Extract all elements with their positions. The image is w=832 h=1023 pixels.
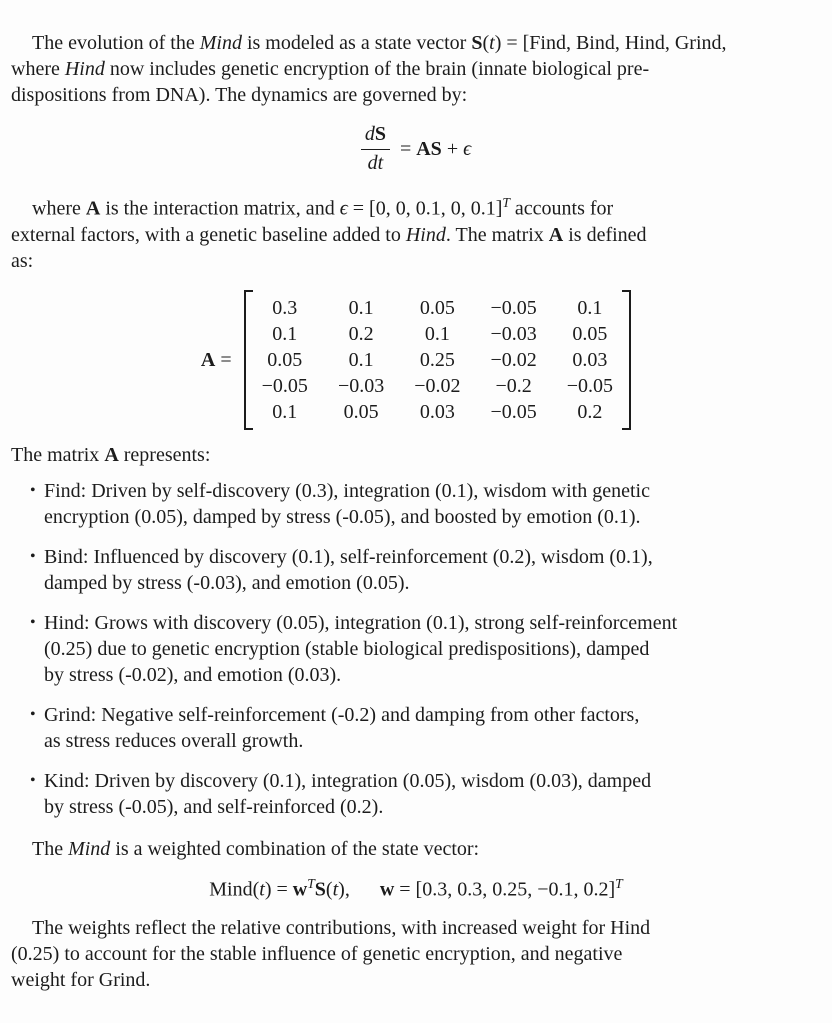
text-run: (	[325, 878, 333, 901]
matrix-cell: −0.05	[490, 400, 537, 423]
text-run: t	[332, 878, 339, 901]
text-line: (0.25) due to genetic encryption (stable biological predispositions), damped	[44, 637, 650, 660]
text-run: is a weighted combination of the state vector:	[110, 837, 480, 860]
paragraph-matrix-setup	[11, 190, 821, 274]
text-run: Hind	[64, 58, 105, 80]
text-run: A	[548, 223, 564, 246]
text-line	[11, 248, 821, 274]
text-line: weight for Grind.	[11, 969, 151, 992]
text-run: A	[85, 197, 101, 220]
matrix-cell: 0.1	[272, 322, 298, 345]
text-run: Mind	[199, 32, 242, 54]
matrix-cell: −0.02	[490, 348, 537, 371]
matrix-cell: 0.05	[267, 348, 303, 371]
text-run: ) =	[264, 878, 293, 901]
text-line: as stress reduces overall growth.	[44, 729, 304, 752]
text-run: d	[364, 123, 375, 145]
bullet-text	[44, 768, 821, 820]
text-run: Mind	[68, 837, 111, 860]
text-run: external factors, with a genetic baseline added to	[11, 223, 406, 246]
bullet-icon: •	[30, 771, 36, 789]
bullet-icon: •	[30, 613, 36, 631]
bullet-icon: •	[30, 481, 36, 499]
matrix-interpretation-list	[11, 478, 821, 820]
text-run: dt	[367, 152, 384, 174]
text-run: =	[399, 137, 417, 160]
matrix-cell: 0.03	[419, 400, 455, 423]
matrix-cell: 0.05	[572, 322, 608, 345]
text-line: Hind: Grows with discovery (0.05), integration (0.1), strong self-reinforcement	[44, 611, 678, 634]
paragraph-matrix-represents	[11, 442, 821, 468]
paragraph-weights-explanation	[11, 915, 821, 993]
matrix-cell: 0.1	[348, 296, 374, 319]
text-run: T	[307, 875, 315, 891]
fraction-denominator	[368, 150, 384, 176]
text-run: where	[11, 58, 65, 80]
text-run: where	[32, 197, 86, 220]
matrix-cell: 0.3	[272, 296, 298, 319]
matrix-left-bracket	[244, 290, 253, 430]
text-run: T	[615, 875, 623, 891]
text-line: (0.25) to account for the stable influence of genetic encryption, and negative	[11, 943, 623, 966]
matrix-cell: 0.2	[577, 400, 603, 423]
text-run: T	[502, 195, 510, 210]
matrix-cell: 0.05	[419, 296, 455, 319]
text-line	[11, 190, 821, 222]
matrix-cell: 0.05	[343, 400, 379, 423]
fraction-ds-dt	[361, 122, 390, 176]
text-run: is defined	[563, 223, 647, 246]
text-run: =	[215, 348, 232, 371]
text-run: ϵ	[463, 137, 472, 160]
bullet-icon: •	[30, 705, 36, 723]
matrix-cell: −0.03	[337, 374, 385, 397]
text-run: represents:	[118, 443, 211, 466]
text-run: t	[489, 32, 495, 54]
paragraph-model-intro	[11, 30, 821, 108]
bullet-text	[44, 544, 821, 596]
matrix-cell: 0.1	[272, 400, 298, 423]
list-item-hind	[11, 610, 821, 688]
bullet-text	[44, 702, 821, 754]
text-run: accounts for	[509, 197, 614, 220]
paragraph-weighted-combination	[11, 836, 821, 862]
matrix-a-definition	[11, 290, 821, 430]
matrix-cell: −0.03	[490, 322, 537, 345]
text-line	[11, 836, 821, 862]
text-run: is modeled as a state vector	[241, 32, 472, 54]
text-run: dispositions from DNA). The dynamics are governed by:	[11, 84, 468, 106]
text-run: S	[314, 878, 326, 901]
matrix-cell: 0.1	[577, 296, 603, 319]
matrix-cell: −0.2	[495, 374, 532, 397]
equation-dynamics	[11, 122, 821, 176]
text-run: ) = [Find, Bind, Hind, Grind,	[494, 32, 727, 54]
text-run: w	[292, 878, 308, 901]
matrix-cell: 0.25	[419, 348, 455, 371]
text-line: by stress (-0.02), and emotion (0.03).	[44, 663, 342, 686]
text-line	[11, 222, 821, 248]
text-run: +	[441, 137, 464, 160]
text-line	[11, 82, 821, 108]
list-item-kind	[11, 768, 821, 820]
text-run: The evolution of the	[32, 32, 200, 54]
bullet-text	[44, 478, 821, 530]
matrix-cell: 0.2	[348, 322, 374, 345]
text-run: Mind(	[209, 878, 260, 901]
text-run: AS	[416, 137, 442, 160]
equation-rhs	[400, 138, 471, 161]
text-line: Find: Driven by self-discovery (0.3), integration (0.1), wisdom with genetic	[44, 479, 650, 502]
text-run: t	[259, 878, 265, 901]
bullet-text	[44, 610, 821, 688]
text-line: damped by stress (-0.03), and emotion (0.05).	[44, 571, 410, 594]
text-run: = [0, 0, 0.1, 0, 0.1]	[347, 197, 503, 220]
text-run: w	[379, 878, 395, 901]
equation-content	[209, 876, 622, 902]
matrix-cell: 0.1	[348, 348, 374, 371]
matrix-cell: 0.03	[572, 348, 608, 371]
text-run: The matrix	[11, 443, 105, 466]
text-run: . The matrix	[445, 223, 549, 246]
text-run: = [0.3, 0.3, 0.25, −0.1, 0.2]	[394, 878, 616, 901]
list-item-bind	[11, 544, 821, 596]
text-line	[11, 442, 821, 468]
list-item-find	[11, 478, 821, 530]
text-run	[350, 878, 380, 900]
text-run: ϵ	[339, 197, 348, 220]
text-run: now includes genetic encryption of the brain (innate biological pre-	[104, 58, 650, 80]
text-run: is the interaction matrix, and	[100, 197, 340, 220]
text-line: Grind: Negative self-reinforcement (-0.2) and damping from other factors,	[44, 703, 640, 726]
matrix-cell: −0.05	[490, 296, 537, 319]
matrix-right-bracket	[622, 290, 631, 430]
text-run: S	[374, 123, 386, 145]
text-line	[11, 30, 821, 56]
text-run: A	[104, 443, 119, 466]
matrix-cell: −0.02	[414, 374, 461, 397]
text-line: encryption (0.05), damped by stress (-0.05), and boosted by emotion (0.1).	[44, 505, 641, 528]
text-line: Kind: Driven by discovery (0.1), integration (0.05), wisdom (0.03), damped	[44, 769, 652, 792]
equation-mind-weights	[11, 876, 821, 902]
matrix-cell: 0.1	[424, 322, 450, 345]
bullet-icon: •	[30, 547, 36, 565]
text-run: as:	[11, 249, 34, 272]
list-item-grind	[11, 702, 821, 754]
fraction-numerator	[361, 122, 390, 150]
text-line	[11, 56, 821, 82]
text-run: Hind	[405, 223, 446, 246]
text-line: The weights reflect the relative contributions, with increased weight for Hind	[32, 917, 651, 940]
text-line: by stress (-0.05), and self-reinforced (0.2).	[44, 795, 384, 818]
text-line: Bind: Influenced by discovery (0.1), self-reinforcement (0.2), wisdom (0.1),	[44, 545, 653, 568]
text-run: ),	[338, 878, 350, 901]
matrix-cell: −0.05	[261, 374, 308, 397]
matrix-label	[201, 347, 232, 373]
text-run: S	[471, 32, 483, 54]
text-run: The	[32, 837, 69, 860]
matrix-grid	[253, 290, 622, 430]
matrix-cell: −0.05	[566, 374, 614, 397]
text-run: A	[200, 348, 216, 371]
text-run: (	[482, 32, 490, 54]
